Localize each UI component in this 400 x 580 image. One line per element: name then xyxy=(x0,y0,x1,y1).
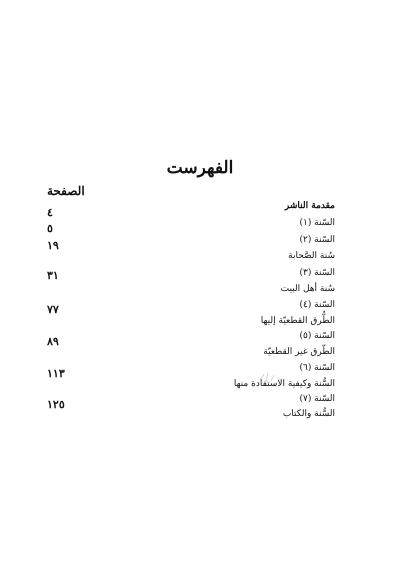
toc-entry-ahl-al-bayt-sunna: سُنة أهل البيت xyxy=(280,284,335,294)
toc-entry-sunna-6: السّنة (٦) xyxy=(299,363,335,373)
toc-entry-companions-sunna: سُنة الصَّحابة xyxy=(288,251,335,261)
toc-entry-sunna-5: السّنة (٥) xyxy=(299,331,335,341)
toc-page-number: ٤ xyxy=(47,206,53,219)
toc-entry-non-definitive-routes: الطّرق غير القطعيّة xyxy=(263,347,335,357)
toc-entry-sunna-usage: السُّنة وكيفية الاستفادة منها xyxy=(233,379,335,389)
toc-entry-sunna-3: السّنة (٣) xyxy=(299,268,335,278)
page-column-header: الصفحة xyxy=(47,184,85,198)
toc-entry-sunna-1: السّنة (١) xyxy=(299,218,335,228)
toc-entry-publisher-intro: مقدمة الناشر xyxy=(284,201,335,211)
toc-page-number: ١٩ xyxy=(47,239,59,252)
toc-entry-sunna-and-book: السُّنة والكتاب xyxy=(282,409,335,419)
toc-entry-definitive-routes: الطُّرق القطعيّة إليها xyxy=(260,316,335,326)
page-title: الفهرست xyxy=(166,158,234,178)
toc-page-number: ٣١ xyxy=(47,269,59,282)
toc-page-number: ٨٩ xyxy=(47,335,59,348)
toc-page-number: ٥ xyxy=(47,222,53,235)
toc-entry-sunna-4: السّنة (٤) xyxy=(299,300,335,310)
toc-entry-sunna-2: السّنة (٢) xyxy=(299,235,335,245)
toc-entry-sunna-7: السّنة (٧) xyxy=(299,394,335,404)
toc-page-number: ١١٣ xyxy=(47,367,65,380)
toc-page-number: ٧٧ xyxy=(47,303,59,316)
toc-page-number: ١٢٥ xyxy=(47,398,65,411)
scan-smudge-mark xyxy=(258,370,278,384)
